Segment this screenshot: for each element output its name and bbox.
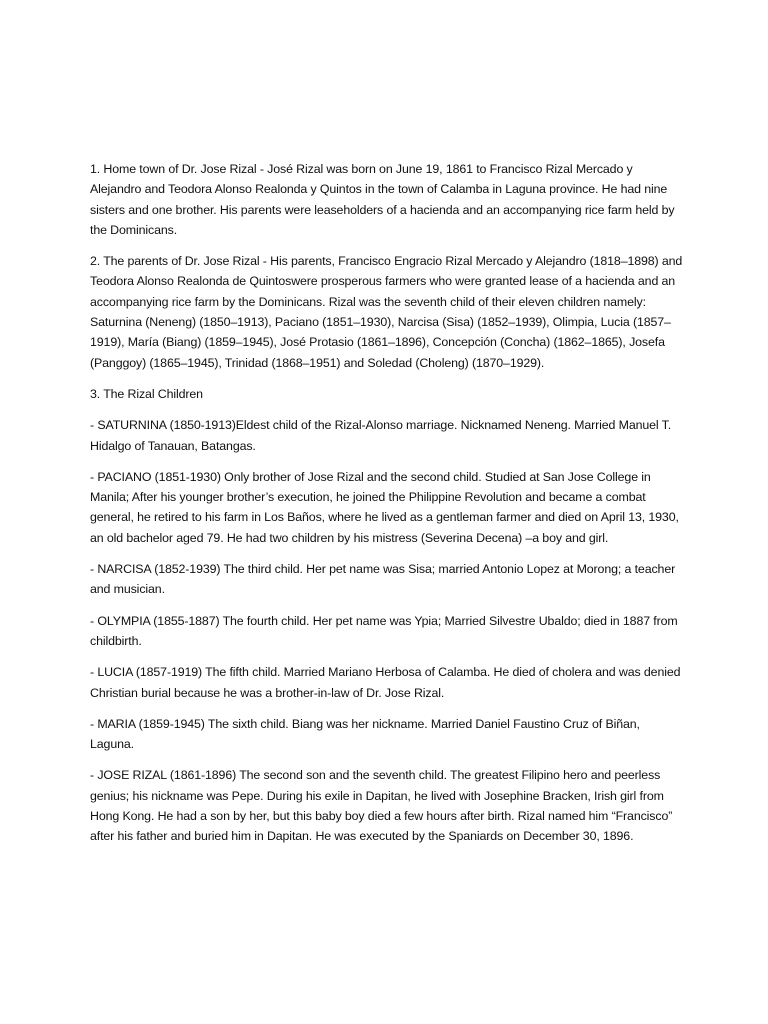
document-body [90,159,686,858]
paragraph-olympia: - OLYMPIA (1855-1887) The fourth child. Her pet name was Ypia; Married Silvestre Ubaldo; died in 1887 from childbirth. [90,613,678,648]
paragraph-saturnina: - SATURNINA (1850-1913)Eldest child of the Rizal-Alonso marriage. Nicknamed Neneng. Married Manuel T. Hidalgo of Tanauan, Batangas. [90,418,672,453]
section-heading-rizal-children: 3. The Rizal Children [90,386,203,401]
paragraph-lucia: - LUCIA (1857-1919) The fifth child. Married Mariano Herbosa of Calamba. He died of cholera and was denied Christian burial because he was a brother-in-law of Dr. Jose Rizal. [90,665,681,700]
paragraph-hometown: 1. Home town of Dr. Jose Rizal - José Rizal was born on June 19, 1861 to Francisco Rizal Mercado y Alejandro and Teodora Alonso Realonda y Quintos in the town of Calamba in Laguna province. He had nine sisters and one brother. His parents were leaseholders of a hacienda and an accompanying rice farm held by the Dominicans. [90,162,675,237]
paragraph-jose-rizal: - JOSE RIZAL (1861-1896) The second son and the seventh child. The greatest Filipino hero and peerless genius; his nickname was Pepe. During his exile in Dapitan, he lived with Josephine Bracken, Irish girl from Hong Kong. He had a son by her, but this baby boy died a few hours after birth. Rizal named him “Francisco” after his father and buried him in Dapitan. He was executed by the Spaniards on December 30, 1896. [90,768,673,844]
paragraph-maria: - MARIA (1859-1945) The sixth child. Biang was her nickname. Married Daniel Faustino Cruz of Biñan, Laguna. [90,716,640,752]
paragraph-narcisa: - NARCISA (1852-1939) The third child. Her pet name was Sisa; married Antonio Lopez at Morong; a teacher and musician. [90,562,676,597]
paragraph-paciano: - PACIANO (1851-1930) Only brother of Jose Rizal and the second child. Studied at San Jose College in Manila; After his younger brother’s execution, he joined the Philippine Revolution and became a combat general, he retired to his farm in Los Baños, where he lived as a gentleman farmer and died on April 13, 1930, an old bachelor aged 79. He had two children by his mistress (Severina Decena) –a boy and girl. [90,469,679,545]
paragraph-parents: 2. The parents of Dr. Jose Rizal - His parents, Francisco Engracio Rizal Mercado y Alejandro (1818–1898) and Teodora Alonso Realonda de Quintoswere prosperous farmers who were granted lease of a hacienda and an accompanying rice farm by the Dominicans. Rizal was the seventh child of their eleven children namely: Saturnina (Neneng) (1850–1913), Paciano (1851–1930), Narcisa (Sisa) (1852–1939), Olimpia, Lucia (1857–1919), María (Biang) (1859–1945), José Protasio (1861–1896), Concepción (Concha) (1862–1865), Josefa (Panggoy) (1865–1945), Trinidad (1868–1951) and Soledad (Choleng) (1870–1929). [90,254,683,370]
